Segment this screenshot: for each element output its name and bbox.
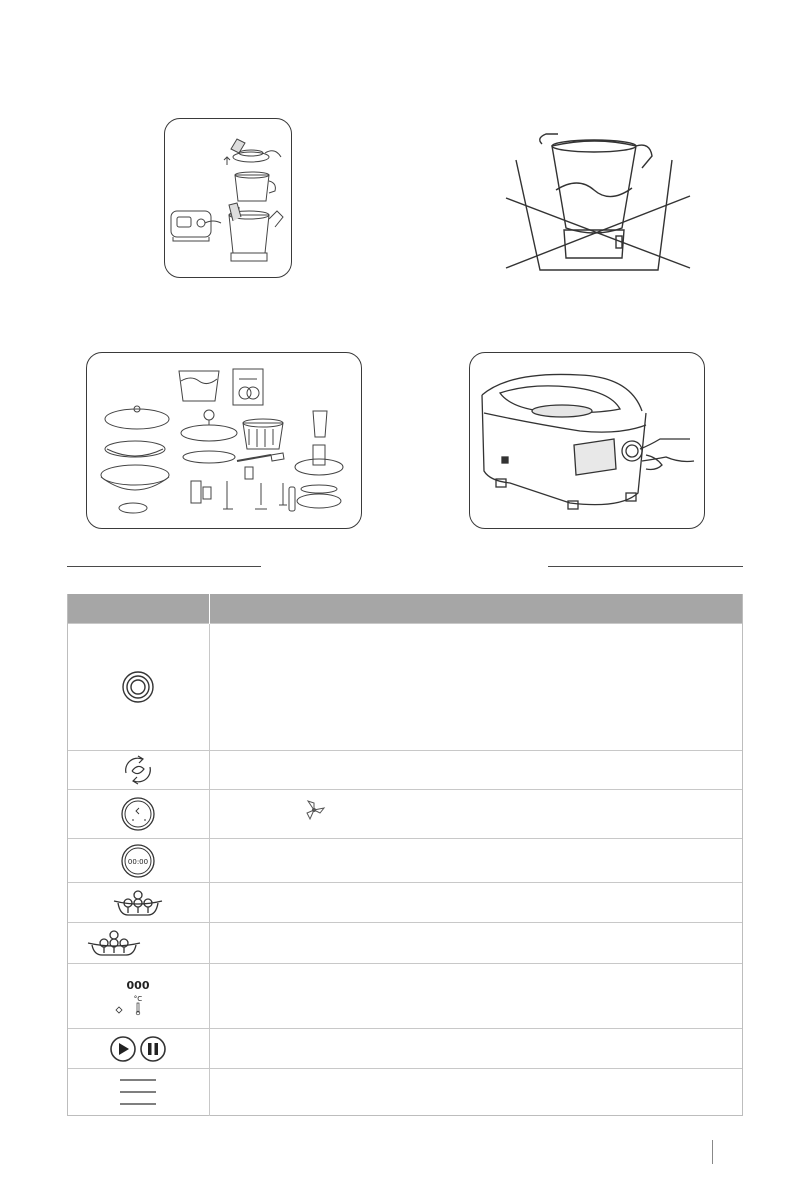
row-description [209, 1029, 742, 1069]
table-row [68, 964, 742, 1029]
temperature-value: 000 [126, 979, 150, 992]
controls-table [67, 594, 743, 1116]
assembly-panel [164, 118, 292, 278]
table-row [68, 883, 742, 923]
control-knob-icon [118, 667, 158, 707]
divider-right [548, 566, 743, 567]
fan-icon [300, 798, 328, 822]
jug-illustration [500, 128, 700, 278]
timer-dial-icon [118, 841, 158, 881]
temperature-display-icon [113, 973, 163, 1019]
row-description [209, 751, 742, 790]
reverse-rotation-icon [118, 753, 158, 787]
row-description [209, 964, 742, 1029]
accessories-panel [86, 352, 362, 529]
table-row [68, 1069, 742, 1116]
column-header-icon [68, 594, 209, 624]
table-row [68, 751, 742, 790]
divider-left [67, 566, 261, 567]
steam-tray-icon [84, 927, 144, 959]
assembly-illustration [165, 119, 291, 277]
menu-lines-icon [118, 1076, 158, 1108]
steam-basket-icon [110, 887, 166, 919]
row-description [209, 1069, 742, 1116]
table-row [68, 624, 742, 751]
temperature-unit: °C [134, 995, 143, 1003]
row-description [209, 883, 742, 923]
accessories-illustration [87, 353, 361, 528]
speed-dial-icon [118, 794, 158, 834]
table-header-row [68, 594, 742, 624]
table-row [68, 839, 742, 883]
play-pause-icon [103, 1034, 173, 1064]
page-number-divider [712, 1140, 713, 1164]
row-description [209, 923, 742, 964]
appliance-illustration [470, 353, 704, 528]
table-row [68, 790, 742, 839]
appliance-panel [469, 352, 705, 529]
table-row [68, 923, 742, 964]
row-description [209, 839, 742, 883]
column-header-description [209, 594, 742, 624]
timer-text: 00:00 [128, 857, 149, 866]
row-description [209, 624, 742, 751]
table-row [68, 1029, 742, 1069]
